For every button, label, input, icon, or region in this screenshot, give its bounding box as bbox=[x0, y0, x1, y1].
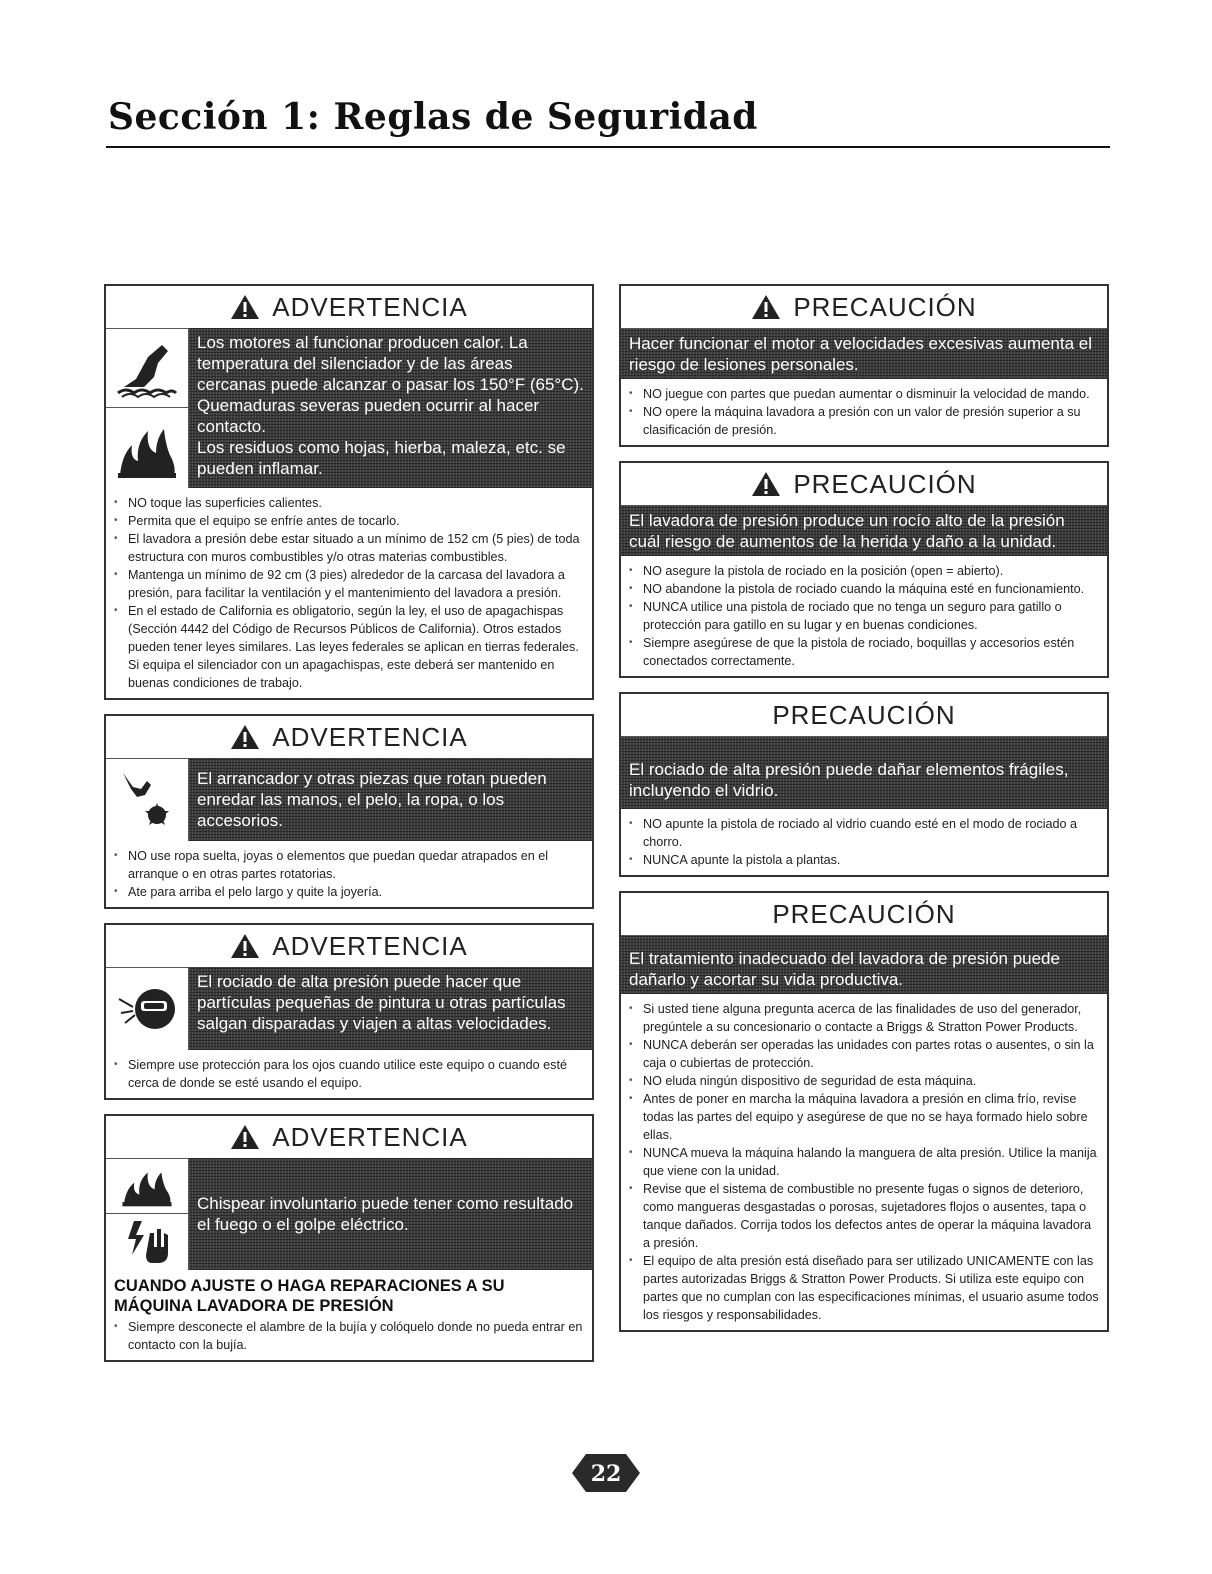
caution-header bbox=[621, 893, 1107, 935]
warning-box-entanglement bbox=[104, 714, 594, 909]
safety-list bbox=[621, 379, 1107, 445]
hazard-message-line: El arrancador y otras piezas que rotan pueden enredar las manos, el pelo, la ropa, o los accesorios. bbox=[197, 769, 547, 830]
list-item: • Permita que el equipo se enfríe antes de tocarlo. bbox=[114, 512, 584, 530]
hazard-message-line: Los residuos como hojas, hierba, maleza, etc. se pueden inflamar. bbox=[197, 438, 566, 478]
caution-heading: PRECAUCIÓN bbox=[793, 291, 977, 322]
hazard-message-line: El rociado de alta presión puede hacer que partículas pequeñas de pintura u otras partículas salgan disparadas y viajen a altas velocidades. bbox=[197, 972, 566, 1033]
electric-shock-icon bbox=[106, 1214, 188, 1270]
list-item: • NO asegure la pistola de rociado en la posición (open = abierto). bbox=[629, 562, 1099, 580]
hazard-band bbox=[106, 758, 592, 841]
warning-triangle-icon bbox=[230, 1124, 260, 1150]
caution-header bbox=[621, 286, 1107, 328]
list-item: • NUNCA apunte la pistola a plantas. bbox=[629, 851, 1099, 869]
hazard-message-line: Los motores al funcionar producen calor. La temperatura del silenciador y de las áreas cercanas puede alcanzar o pasar los 150°F (65°C). bbox=[197, 333, 584, 394]
warning-triangle-icon bbox=[230, 933, 260, 959]
warning-heading: ADVERTENCIA bbox=[272, 721, 468, 752]
warning-box-hot-surface bbox=[104, 284, 594, 700]
list-item: • NUNCA deberán ser operadas las unidades con partes rotas o ausentes, o sin la caja o cubiertas de protección. bbox=[629, 1036, 1099, 1072]
list-item: • NO juegue con partes que puedan aumentar o disminuir la velocidad de mando. bbox=[629, 385, 1099, 403]
caution-box-fragile bbox=[619, 692, 1109, 877]
left-column bbox=[104, 284, 594, 1376]
list-item: • Revise que el sistema de combustible no presente fugas o signos de deterioro, como mangueras desgastadas o porosas, sujetadores flojos o ausentes, tapa o tanque dañados. Corrija todos los defectos antes de operar la máquina lavadora a presión. bbox=[629, 1180, 1099, 1252]
title-rule bbox=[106, 146, 1110, 148]
entanglement-icon bbox=[106, 759, 188, 841]
page-number-badge bbox=[572, 1452, 640, 1494]
hazard-message bbox=[621, 736, 1107, 809]
hazard-message-line: Chispear involuntario puede tener como resultado el fuego o el golpe eléctrico. bbox=[197, 1194, 574, 1234]
list-item: • NO apunte la pistola de rociado al vidrio cuando esté en el modo de rociado a chorro. bbox=[629, 815, 1099, 851]
caution-heading: PRECAUCIÓN bbox=[793, 468, 977, 499]
list-item: • NO toque las superficies calientes. bbox=[114, 494, 584, 512]
safety-list bbox=[621, 994, 1107, 1330]
hazard-icons bbox=[106, 328, 189, 488]
warning-triangle-icon bbox=[230, 294, 260, 320]
warning-box-spark bbox=[104, 1114, 594, 1362]
hazard-message-line: Quemaduras severas pueden ocurrir al hacer contacto. bbox=[197, 396, 540, 436]
hazard-message bbox=[189, 967, 592, 1050]
hazard-band bbox=[106, 328, 592, 488]
warning-header bbox=[106, 925, 592, 967]
fire-icon bbox=[106, 1159, 188, 1214]
page-number: 22 bbox=[590, 1461, 622, 1487]
hazard-message bbox=[189, 1158, 592, 1270]
list-item: • NUNCA utilice una pistola de rociado que no tenga un seguro para gatillo o protección para gatillo en su lugar y en buenas condiciones. bbox=[629, 598, 1099, 634]
list-item: • Siempre use protección para los ojos cuando utilice este equipo o cuando esté cerca de donde se esté usando el equipo. bbox=[114, 1056, 584, 1092]
warning-heading: ADVERTENCIA bbox=[272, 1121, 468, 1152]
warning-triangle-icon bbox=[751, 471, 781, 497]
warning-heading: ADVERTENCIA bbox=[272, 930, 468, 961]
page-title: Sección 1: Reglas de Seguridad bbox=[108, 96, 758, 138]
eye-protection-icon bbox=[106, 968, 188, 1050]
list-item: • Siempre desconecte el alambre de la bujía y colóquelo donde no pueda entrar en contacto con la bujía. bbox=[114, 1318, 584, 1354]
warning-triangle-icon bbox=[230, 724, 260, 750]
right-column bbox=[619, 284, 1109, 1346]
list-item: • Si usted tiene alguna pregunta acerca de las finalidades de uso del generador, pregúntele a su concesionario o contacte a Briggs & Stratton Power Products. bbox=[629, 1000, 1099, 1036]
hazard-band bbox=[106, 967, 592, 1050]
caution-box-speed bbox=[619, 284, 1109, 447]
hazard-message-line: Hacer funcionar el motor a velocidades excesivas aumenta el riesgo de lesiones personales. bbox=[629, 334, 1093, 374]
hazard-icons bbox=[106, 758, 189, 841]
warning-header bbox=[106, 1116, 592, 1158]
warning-header bbox=[106, 716, 592, 758]
safety-list bbox=[106, 1316, 592, 1360]
warning-heading: ADVERTENCIA bbox=[272, 291, 468, 322]
hazard-message bbox=[621, 935, 1107, 994]
list-item: • NO eluda ningún dispositivo de seguridad de esta máquina. bbox=[629, 1072, 1099, 1090]
hazard-icons bbox=[106, 967, 189, 1050]
hazard-icons bbox=[106, 1158, 189, 1270]
hot-surface-icon bbox=[106, 329, 188, 408]
list-item: • Ate para arriba el pelo largo y quite la joyería. bbox=[114, 883, 584, 901]
list-item: • Mantenga un mínimo de 92 cm (3 pies) alrededor de la carcasa del lavadora a presión, para facilitar la ventilación y el mantenimiento del lavadora a presión. bbox=[114, 566, 584, 602]
hazard-band bbox=[106, 1158, 592, 1270]
caution-header bbox=[621, 694, 1107, 736]
list-item: • NO abandone la pistola de rociado cuando la máquina esté en funcionamiento. bbox=[629, 580, 1099, 598]
list-item: • NO opere la máquina lavadora a presión con un valor de presión superior a su clasificación de presión. bbox=[629, 403, 1099, 439]
caution-box-handling bbox=[619, 891, 1109, 1332]
list-item: • El lavadora a presión debe estar situado a un mínimo de 152 cm (5 pies) de toda estructura con muros combustibles y/o otras materias combustibles. bbox=[114, 530, 584, 566]
list-item: • Antes de poner en marcha la máquina lavadora a presión en clima frío, revise todas las partes del equipo y asegúrese de que no se haya formado hielo sobre ellas. bbox=[629, 1090, 1099, 1144]
hazard-message bbox=[621, 505, 1107, 556]
safety-list bbox=[106, 1050, 592, 1098]
safety-list bbox=[621, 809, 1107, 875]
list-item: • En el estado de California es obligatorio, según la ley, el uso de apagachispas (Sección 4442 del Código de Recursos Públicos de California). Otros estados pueden tener leyes similares. Las leyes federales se aplican en tierras federales. Si equipa el silenciador con un apagachispas, este deberá ser mantenido en buenas condiciones de trabajo. bbox=[114, 602, 584, 692]
fire-icon bbox=[106, 408, 188, 488]
safety-list bbox=[106, 488, 592, 698]
caution-box-spray-gun bbox=[619, 461, 1109, 678]
safety-list bbox=[621, 556, 1107, 676]
hazard-message bbox=[189, 758, 592, 841]
hazard-message-line: El tratamiento inadecuado del lavadora de presión puede dañarlo y acortar su vida productiva. bbox=[629, 949, 1060, 989]
list-item: • El equipo de alta presión está diseñado para ser utilizado UNICAMENTE con las partes autorizadas Briggs & Stratton Power Products. Si utiliza este equipo con partes que no cumplan con las especificaciones mínimas, el usuario asume todos los riesgos y responsabilidades. bbox=[629, 1252, 1099, 1324]
safety-list bbox=[106, 841, 592, 907]
warning-header bbox=[106, 286, 592, 328]
hazard-message-line: El rociado de alta presión puede dañar elementos frágiles, incluyendo el vidrio. bbox=[629, 760, 1069, 800]
caution-header bbox=[621, 463, 1107, 505]
warning-box-eye-protection bbox=[104, 923, 594, 1100]
hazard-message-line: El lavadora de presión produce un rocío alto de la presión cuál riesgo de aumentos de la herida y daño a la unidad. bbox=[629, 511, 1065, 551]
hazard-message bbox=[189, 328, 592, 488]
caution-heading: PRECAUCIÓN bbox=[772, 699, 956, 730]
list-item: • NO use ropa suelta, joyas o elementos que puedan quedar atrapados en el arranque o en otras partes rotatorias. bbox=[114, 847, 584, 883]
warning-triangle-icon bbox=[751, 294, 781, 320]
hazard-message bbox=[621, 328, 1107, 379]
caution-heading: PRECAUCIÓN bbox=[772, 898, 956, 929]
repair-subheading: CUANDO AJUSTE O HAGA REPARACIONES A SU MÁQUINA LAVADORA DE PRESIÓN bbox=[114, 1277, 505, 1315]
list-item: • NUNCA mueva la máquina halando la manguera de alta presión. Utilice la manija que viene con la unidad. bbox=[629, 1144, 1099, 1180]
list-item: • Siempre asegúrese de que la pistola de rociado, boquillas y accesorios estén conectados correctamente. bbox=[629, 634, 1099, 670]
